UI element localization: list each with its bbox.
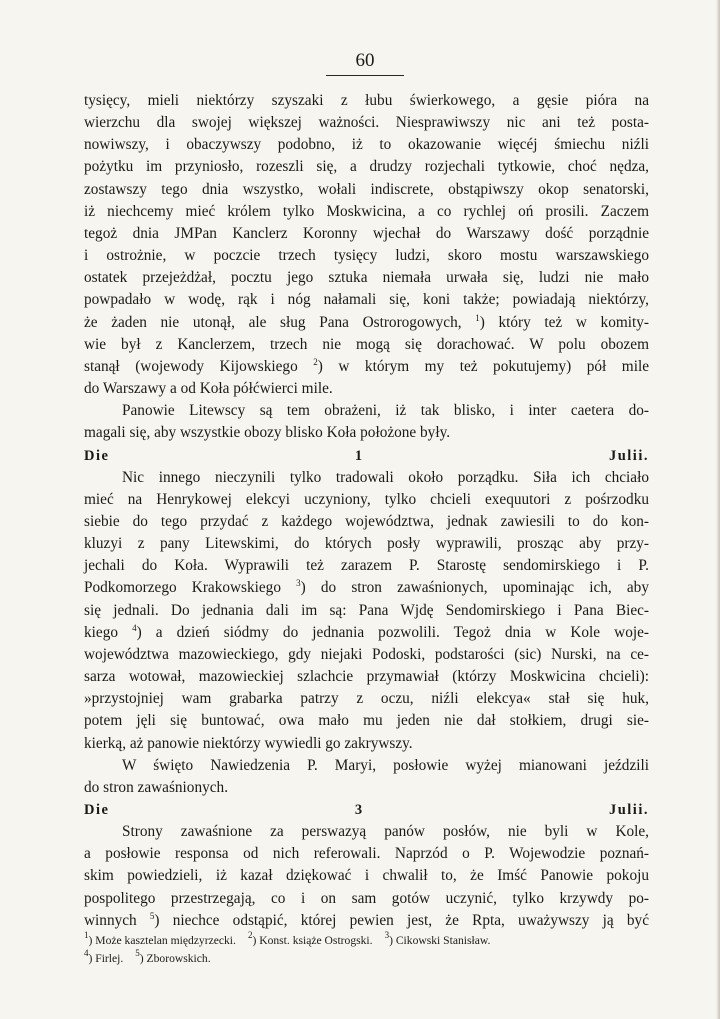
text-segment: jechali do Koła. Wyprawili też zarazem P. Starostę sendomirskiego i P. [84, 557, 649, 575]
text-line [84, 223, 649, 245]
footnote-line [84, 932, 649, 950]
footnote-number: 2 [247, 930, 253, 940]
text-segment: kierką, aż panowie niektórzy wywiedli go zakrywszy. [84, 734, 413, 752]
text-line [84, 821, 649, 843]
footnote-marker: 2 [313, 356, 318, 367]
footnote-number: 1 [84, 930, 89, 940]
text-segment: do stron zawaśnionych. [84, 778, 229, 796]
text-segment: ) a dzień siódmy do jednania pozwolili. Tegoż dnia w Kole woje- [136, 623, 649, 641]
date-heading: Die 1 Julii. [84, 447, 649, 464]
text-line [84, 267, 649, 289]
text-segment: mieć na Henrykowej elekcyi uczyniony, tylko chcieli exequutori z pośrzodku [84, 490, 649, 508]
text-line [84, 910, 649, 932]
text-line [84, 600, 649, 622]
text-segment: »przystojniej wam grabarka patrzy z oczu, niźli elekcya« stał się huk, [84, 690, 649, 708]
text-line [84, 865, 649, 887]
footnote-marker: 5 [149, 910, 155, 921]
text-segment: magali się, aby wszystkie obozy blisko Koła położone były. [84, 424, 451, 442]
text-segment: zostawszy tego dnia wszystko, wołali indiscrete, obstąpiwszy okop senatorski, [84, 180, 649, 198]
text-line [84, 688, 649, 710]
footnote-number: 3 [384, 930, 390, 940]
text-line [84, 555, 649, 577]
text-segment: a posłowie responsa od nich referowali. Naprzód o P. Wojewodzie poznań- [84, 845, 649, 863]
text-segment: kluzyi z pany Litewskimi, do których posły wyprawili, prosząc aby przy- [84, 535, 649, 553]
text-segment: skim powiedzieli, iż kazał dziękować i chwalił to, że Imść Panowie pokoju [84, 867, 649, 885]
text-segment: ) niechce odstąpić, której pewien jest, że Rpta, uważywszy ją być [154, 911, 649, 929]
text-line [84, 577, 649, 599]
text-line [84, 156, 649, 178]
text-line [84, 134, 649, 156]
text-line [84, 666, 649, 688]
date-heading: Die 3 Julii. [84, 802, 649, 818]
text-segment: wierzchu dla swojej większej ważności. Niesprawiwszy nic ani też posta- [84, 114, 649, 132]
footnote-marker: 3 [296, 578, 301, 589]
text-line [84, 888, 649, 910]
text-segment: ) który też w komity- [479, 313, 649, 331]
text-line [84, 312, 649, 334]
footnote-text: ) Może kasztelan międzyrzecki. [88, 934, 236, 947]
text-segment: ostatek przejeżdżał, pocztu jego sztuka niemała urwała się, ludzi nie mało [84, 269, 649, 287]
text-line [84, 201, 649, 223]
text-line [84, 400, 649, 422]
text-segment: kiego [84, 623, 133, 641]
text-line [84, 777, 649, 799]
text-line [84, 289, 649, 311]
text-segment: się jednali. Do jednania dali im są: Pana Wjdę Sendomirskiego i Pana Biec- [84, 601, 649, 619]
text-line [84, 755, 649, 777]
text-segment: województwa mazowieckiego, gdy niejaki Podoski, podstarości (sic) Nurski, na ce- [84, 645, 649, 663]
text-line [84, 710, 649, 732]
text-segment: Nic innego nieczynili tylko tradowali około porządku. Siła ich chciało [122, 468, 649, 486]
text-segment: tysięcy, mieli niektórzy szyszaki z łubu świerkowego, a gęsie pióra na [84, 92, 649, 109]
text-segment: że żaden nie utonął, ale sług Pana Ostrorogowych, [84, 313, 476, 331]
text-line [84, 533, 649, 555]
text-segment: Strony zawaśnione za perswazyą panów posłów, nie byli w Kole, [122, 823, 649, 841]
text-segment: i ostrożnie, w poczcie trzech tysięcy ludzi, skoro mostu warszawskiego [84, 247, 649, 265]
footnote-text: ) Zborowskich. [139, 952, 211, 965]
page-number: 60 [326, 50, 404, 76]
text-line [84, 622, 649, 644]
footnote-number: 5 [135, 948, 140, 958]
text-line [84, 334, 649, 356]
text-segment: do Warszawy a od Koła półćwierci mile. [84, 380, 333, 398]
text-segment: stanął (wojewody Kijowskiego [84, 357, 314, 375]
footnote-text: ) Konst. książe Ostrogski. [252, 934, 373, 947]
page-edge-shadow [716, 0, 720, 1019]
text-line [84, 733, 649, 755]
text-line [84, 843, 649, 865]
text-segment: Panowie Litewscy są tem obrażeni, iż tak blisko, i inter caetera do- [122, 402, 649, 420]
footnote-line [84, 950, 649, 968]
text-segment: nowiwszy, i obaczywszy podobno, iż to okazowanie więcéj śmiechu niźli [84, 136, 649, 154]
text-segment: wie był z Kanclerzem, trzech nie mogą się dorachować. W polu obozem [84, 335, 649, 353]
footnote-number: 4 [84, 948, 89, 958]
text-line [84, 245, 649, 267]
text-line [84, 179, 649, 201]
text-segment: sarza wotował, mazowieckiej szlachcie przymawiał (którzy Moskwicina chcieli): [84, 668, 649, 686]
text-segment: siebie do tego przydać z każdego województwa, jednak zawiesili to do kon- [84, 512, 649, 530]
text-line [84, 112, 649, 134]
footnote-text: ) Firlej. [88, 952, 124, 965]
text-line [84, 90, 649, 112]
text-line [84, 422, 649, 444]
text-segment: W święto Nawiedzenia P. Maryi, posłowie wyżej mianowani jeździli [122, 756, 649, 774]
text-line [84, 378, 649, 400]
footnote-marker: 4 [132, 622, 137, 633]
text-segment: tegoż dnia JMPan Kanclerz Koronny wjechał do Warszawy dość porządnie [84, 224, 649, 242]
text-line [84, 467, 649, 489]
text-line [84, 511, 649, 533]
text-segment: powpadało w wodę, rąk i nóg nałamali się, koni także; powiadają niektórzy, [84, 291, 649, 309]
text-segment: potem jęli się buntować, owa mało mu jeden nie dał stołkiem, drugi sie- [84, 712, 649, 730]
footnotes [84, 932, 649, 968]
footnote-marker: 1 [475, 312, 480, 323]
text-segment: ) w którym my też pokutujemy) pół mile [317, 357, 649, 375]
body-text [84, 90, 649, 932]
footnote-text: ) Cikowski Stanisław. [389, 934, 491, 947]
text-segment: pospolitego przestrzegają, co i on sam gotów uczynić, tylko krzywdy po- [84, 889, 649, 907]
text-segment: pożytku im przyniosło, rozeszli się, a drudzy rozjechali tytkowie, choć nędza, [84, 158, 649, 176]
text-line [84, 356, 649, 378]
text-line [84, 644, 649, 666]
text-segment: winnych [84, 911, 150, 929]
text-segment: Podkomorzego Krakowskiego [84, 579, 297, 597]
text-segment: iż niechcemy mieć królem tylko Moskwicina, a co rychlej oń prosili. Zaczem [84, 202, 649, 220]
text-segment: ) do stron zawaśnionych, upominając ich, aby [300, 579, 649, 597]
text-line [84, 489, 649, 511]
